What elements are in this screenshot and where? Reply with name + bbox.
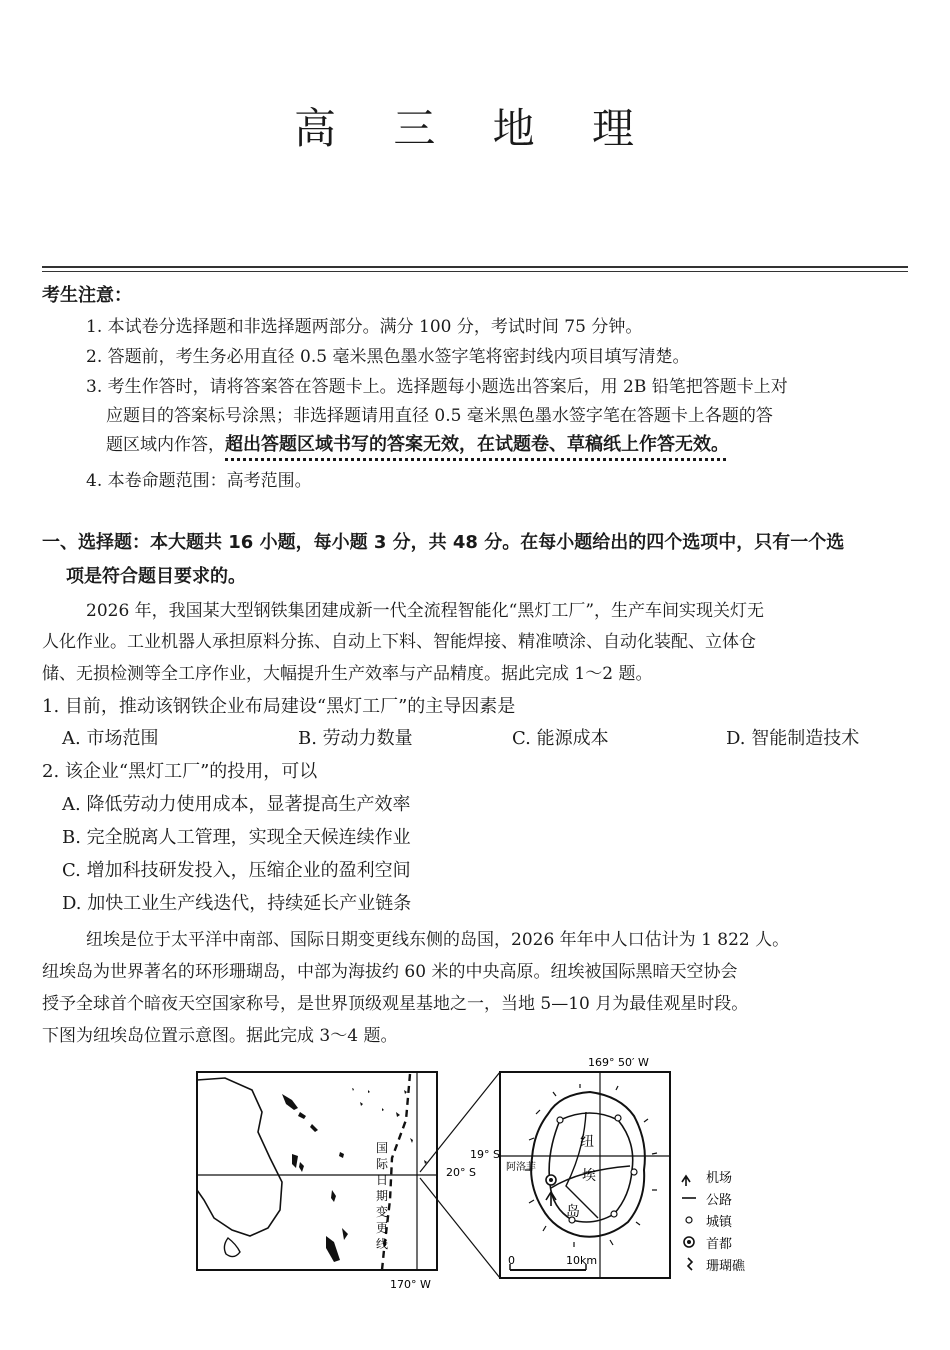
notice-emphasis: 超出答题区域书写的答案无效，在试题卷、草稿纸上作答无效。 <box>225 434 729 455</box>
notice-item-2: 2. 答题前，考生务必用直径 0.5 毫米黑色墨水签字笔将密封线内项目填写清楚。 <box>86 347 690 367</box>
q1-option-b: B. 劳动力数量 <box>298 728 413 749</box>
map-legend <box>682 1170 746 1274</box>
legend-airport: 机场 <box>706 1171 733 1186</box>
legend-road: 公路 <box>706 1193 733 1208</box>
q2-option-a: A. 降低劳动力使用成本，显著提高生产效率 <box>62 794 411 815</box>
q1-option-c: C. 能源成本 <box>512 728 609 749</box>
island-char-2: 埃 <box>582 1168 596 1184</box>
passage1-line-3: 储、无损检测等全工序作业，大幅提升生产效率与产品精度。据此完成 1～2 题。 <box>42 664 653 684</box>
island-char-3: 岛 <box>566 1204 580 1220</box>
legend-airport-icon <box>682 1176 690 1186</box>
passage2-line-1: 纽埃是位于太平洋中南部、国际日期变更线东侧的岛国，2026 年年中人口估计为 1 822 人。 <box>86 930 790 950</box>
capital-label: 阿洛菲 <box>506 1162 536 1173</box>
notice-item-1: 1. 本试卷分选择题和非选择题两部分。满分 100 分，考试时间 75 分钟。 <box>86 317 643 337</box>
scale-label-10: 10km <box>566 1254 598 1267</box>
niue-location-map <box>0 1050 950 1300</box>
notice-item-3: 3. 考生作答时，请将答案答在答题卡上。选择题每小题选出答案后，用 2B 铅笔把答题卡上对 <box>86 377 788 397</box>
passage1-line-2: 人化作业。工业机器人承担原料分拣、自动上下料、智能焊接、精准喷涂、自动化装配、立体仓 <box>42 632 756 652</box>
section-heading: 一、选择题：本大题共 16 小题，每小题 3 分，共 48 分。在每小题给出的四个选项中，只有一个选 <box>42 532 845 553</box>
date-line-label <box>376 1141 389 1251</box>
notice-item-3-cont2 <box>106 430 729 456</box>
svg-text:日: 日 <box>376 1173 389 1187</box>
legend-capital: 首都 <box>706 1237 733 1252</box>
passage2-line-3: 授予全球首个暗夜天空国家称号，是世界顶级观星基地之一，当地 5—10 月为最佳观星时段。 <box>42 994 749 1014</box>
notice-item-3-tail: 题区域内作答， <box>106 435 225 455</box>
label-19s: 19° S <box>470 1148 500 1161</box>
svg-text:变: 变 <box>376 1205 389 1219</box>
svg-text:更: 更 <box>376 1221 389 1235</box>
svg-text:线: 线 <box>376 1237 389 1251</box>
section-heading-cont: 项是符合题目要求的。 <box>66 566 246 587</box>
left-map-frame <box>197 1072 437 1270</box>
passage2-line-4: 下图为纽埃岛位置示意图。据此完成 3～4 题。 <box>42 1026 398 1046</box>
inset-connector-bottom <box>420 1178 500 1278</box>
svg-text:期: 期 <box>376 1189 389 1203</box>
label-170w: 170° W <box>390 1278 431 1291</box>
legend-reef: 珊瑚礁 <box>706 1259 746 1274</box>
legend-town-icon <box>686 1217 692 1223</box>
australia-landmass <box>197 1078 282 1236</box>
q1-stem: 1. 目前，推动该钢铁企业布局建设“黑灯工厂”的主导因素是 <box>42 696 516 717</box>
label-20s: 20° S <box>446 1166 476 1179</box>
q2-option-d: D. 加快工业生产线迭代，持续延长产业链条 <box>62 893 412 914</box>
tasmania-island <box>224 1238 240 1257</box>
svg-text:际: 际 <box>376 1157 389 1171</box>
airport-marker <box>546 1192 556 1206</box>
q2-option-b: B. 完全脱离人工管理，实现全天候连续作业 <box>62 827 411 848</box>
notice-item-4: 4. 本卷命题范围：高考范围。 <box>86 471 312 491</box>
q1-option-a: A. 市场范围 <box>62 728 159 749</box>
notice-item-3-cont: 应题目的答案标号涂黑；非选择题请用直径 0.5 毫米黑色墨水签字笔在答题卡上各题的答 <box>106 406 773 426</box>
passage2-line-2: 纽埃岛为世界著名的环形珊瑚岛，中部为海拔约 60 米的中央高原。纽埃被国际黑暗天空协会 <box>42 962 738 982</box>
page-title: 高 三 地 理 <box>293 104 657 153</box>
scale-label-0: 0 <box>508 1254 515 1267</box>
svg-text:国: 国 <box>376 1141 389 1155</box>
label-16950w: 169° 50′ W <box>588 1056 649 1069</box>
q2-option-c: C. 增加科技研发投入，压缩企业的盈利空间 <box>62 860 411 881</box>
header-rule <box>42 266 908 268</box>
q1-option-d: D. 智能制造技术 <box>726 728 860 749</box>
q2-stem: 2. 该企业“黑灯工厂”的投用，可以 <box>42 761 318 782</box>
cross-road <box>551 1112 630 1218</box>
island-char-1: 纽 <box>580 1134 594 1150</box>
header-rule-thin <box>42 271 908 272</box>
notice-heading: 考生注意： <box>42 285 132 306</box>
passage1-line-1: 2026 年，我国某大型钢铁集团建成新一代全流程智能化“黑灯工厂”，生产车间实现关灯无 <box>86 601 765 621</box>
legend-reef-icon <box>688 1258 692 1270</box>
legend-town: 城镇 <box>706 1215 733 1230</box>
